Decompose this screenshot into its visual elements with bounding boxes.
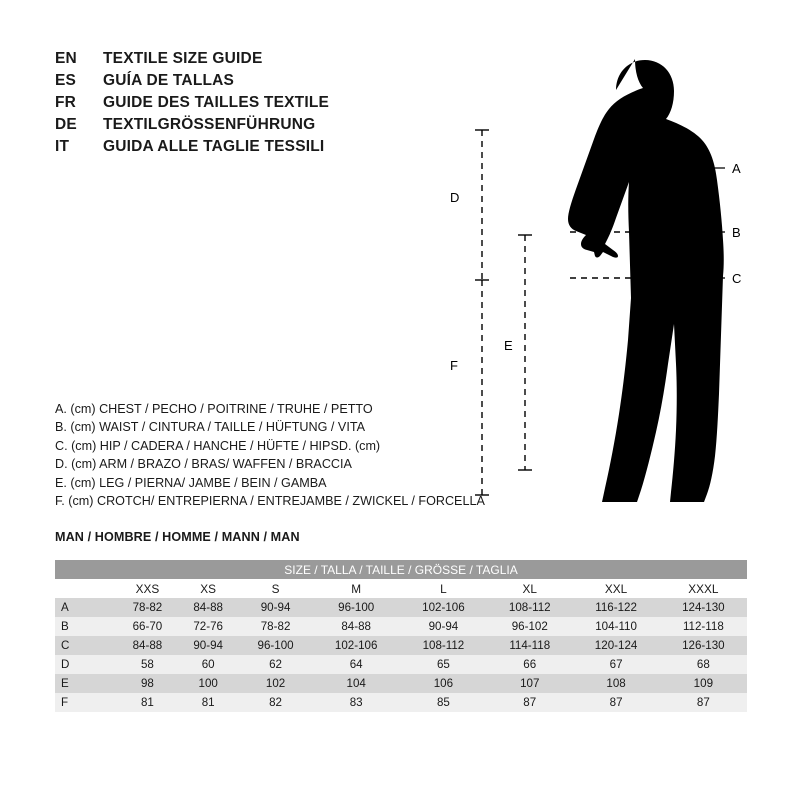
legend-item-d: D. (cm) ARM / BRAZO / BRAS/ WAFFEN / BRACCIA (55, 457, 352, 472)
cell-f-xxl: 87 (572, 693, 659, 712)
header-cell-m: M (313, 579, 400, 598)
cell-a-xxl: 116-122 (572, 598, 659, 617)
legend-item-c: C. (cm) HIP / CADERA / HANCHE / HÜFTE / HIPSD. (cm) (55, 438, 381, 453)
cell-e-xxxl: 109 (660, 674, 747, 693)
row-label-f: F (55, 693, 117, 712)
cell-f-s: 82 (239, 693, 313, 712)
cell-e-xxs: 98 (117, 674, 178, 693)
title-lang-es: ES (55, 72, 77, 89)
title-lang-fr: FR (55, 94, 77, 111)
table-row (55, 617, 747, 636)
cell-c-xl: 114-118 (487, 636, 572, 655)
marker-label-c: C (732, 271, 742, 286)
header-cell-xxs: XXS (117, 579, 178, 598)
title-lang-en: EN (55, 50, 77, 67)
cell-b-m: 84-88 (313, 617, 400, 636)
cell-f-l: 85 (400, 693, 487, 712)
cell-a-xxxl: 124-130 (660, 598, 747, 617)
marker-label-d: D (450, 190, 460, 205)
title-text-de: TEXTILGRÖSSENFÜHRUNG (103, 116, 316, 133)
title-lang-it: IT (55, 138, 70, 155)
cell-e-xl: 107 (487, 674, 572, 693)
body-measurement-diagram (420, 30, 780, 550)
cell-b-l: 90-94 (400, 617, 487, 636)
cell-d-l: 65 (400, 655, 487, 674)
cell-b-xs: 72-76 (178, 617, 239, 636)
header-cell-xs: XS (178, 579, 239, 598)
title-text-en: TEXTILE SIZE GUIDE (103, 50, 263, 67)
cell-d-xs: 60 (178, 655, 239, 674)
marker-label-e: E (504, 338, 513, 353)
cell-a-xl: 108-112 (487, 598, 572, 617)
title-lang-de: DE (55, 116, 77, 133)
cell-e-m: 104 (313, 674, 400, 693)
title-text-fr: GUIDE DES TAILLES TEXTILE (103, 94, 330, 111)
size-table (55, 560, 747, 712)
cell-c-s: 96-100 (239, 636, 313, 655)
table-header-row (55, 579, 747, 598)
table-row (55, 693, 747, 712)
cell-f-xxs: 81 (117, 693, 178, 712)
cell-b-xxl: 104-110 (572, 617, 659, 636)
cell-c-xxxl: 126-130 (660, 636, 747, 655)
cell-c-xxs: 84-88 (117, 636, 178, 655)
legend-item-f: F. (cm) CROTCH/ ENTREPIERNA / ENTREJAMBE / ZWICKEL / FORCELLA (55, 494, 485, 509)
cell-e-s: 102 (239, 674, 313, 693)
table-band-label: SIZE / TALLA / TAILLE / GRÖSSE / TAGLIA (55, 560, 747, 579)
cell-d-xxs: 58 (117, 655, 178, 674)
cell-c-m: 102-106 (313, 636, 400, 655)
table-row (55, 655, 747, 674)
cell-a-l: 102-106 (400, 598, 487, 617)
legend-item-a: A. (cm) CHEST / PECHO / POITRINE / TRUHE / PETTO (55, 402, 373, 416)
cell-c-xs: 90-94 (178, 636, 239, 655)
header-cell-l: L (400, 579, 487, 598)
cell-a-s: 90-94 (239, 598, 313, 617)
header-cell-xxl: XXL (572, 579, 659, 598)
cell-e-xxl: 108 (572, 674, 659, 693)
title-text-es: GUÍA DE TALLAS (103, 72, 235, 89)
legend-item-b: B. (cm) WAIST / CINTURA / TAILLE / HÜFTUNG / VITA (55, 420, 365, 435)
table-row (55, 674, 747, 693)
marker-label-f: F (450, 358, 458, 373)
cell-f-xl: 87 (487, 693, 572, 712)
table-row (55, 598, 747, 617)
cell-d-xl: 66 (487, 655, 572, 674)
size-table-wrap (55, 560, 747, 712)
legend-item-e: E. (cm) LEG / PIERNA/ JAMBE / BEIN / GAMBA (55, 475, 327, 490)
male-silhouette-icon (568, 59, 724, 502)
cell-d-s: 62 (239, 655, 313, 674)
cell-f-m: 83 (313, 693, 400, 712)
table-row (55, 636, 747, 655)
header-cell-xxxl: XXXL (660, 579, 747, 598)
row-label-b: B (55, 617, 117, 636)
cell-d-m: 64 (313, 655, 400, 674)
cell-d-xxl: 67 (572, 655, 659, 674)
row-label-d: D (55, 655, 117, 674)
header-cell-s: S (239, 579, 313, 598)
cell-a-xxs: 78-82 (117, 598, 178, 617)
cell-d-xxxl: 68 (660, 655, 747, 674)
table-band-header (55, 560, 747, 579)
row-label-e: E (55, 674, 117, 693)
header-cell-xl: XL (487, 579, 572, 598)
marker-label-a: A (732, 161, 741, 176)
cell-a-m: 96-100 (313, 598, 400, 617)
cell-b-xxxl: 112-118 (660, 617, 747, 636)
title-text-it: GUIDA ALLE TAGLIE TESSILI (103, 138, 325, 155)
gender-label: MAN / HOMBRE / HOMME / MANN / MAN (55, 530, 300, 544)
cell-e-xs: 100 (178, 674, 239, 693)
marker-label-b: B (732, 225, 741, 240)
cell-b-s: 78-82 (239, 617, 313, 636)
cell-f-xxxl: 87 (660, 693, 747, 712)
row-label-c: C (55, 636, 117, 655)
cell-c-l: 108-112 (400, 636, 487, 655)
cell-f-xs: 81 (178, 693, 239, 712)
header-cell-blank (55, 579, 117, 598)
cell-a-xs: 84-88 (178, 598, 239, 617)
row-label-a: A (55, 598, 117, 617)
cell-c-xxl: 120-124 (572, 636, 659, 655)
cell-b-xl: 96-102 (487, 617, 572, 636)
cell-e-l: 106 (400, 674, 487, 693)
cell-b-xxs: 66-70 (117, 617, 178, 636)
